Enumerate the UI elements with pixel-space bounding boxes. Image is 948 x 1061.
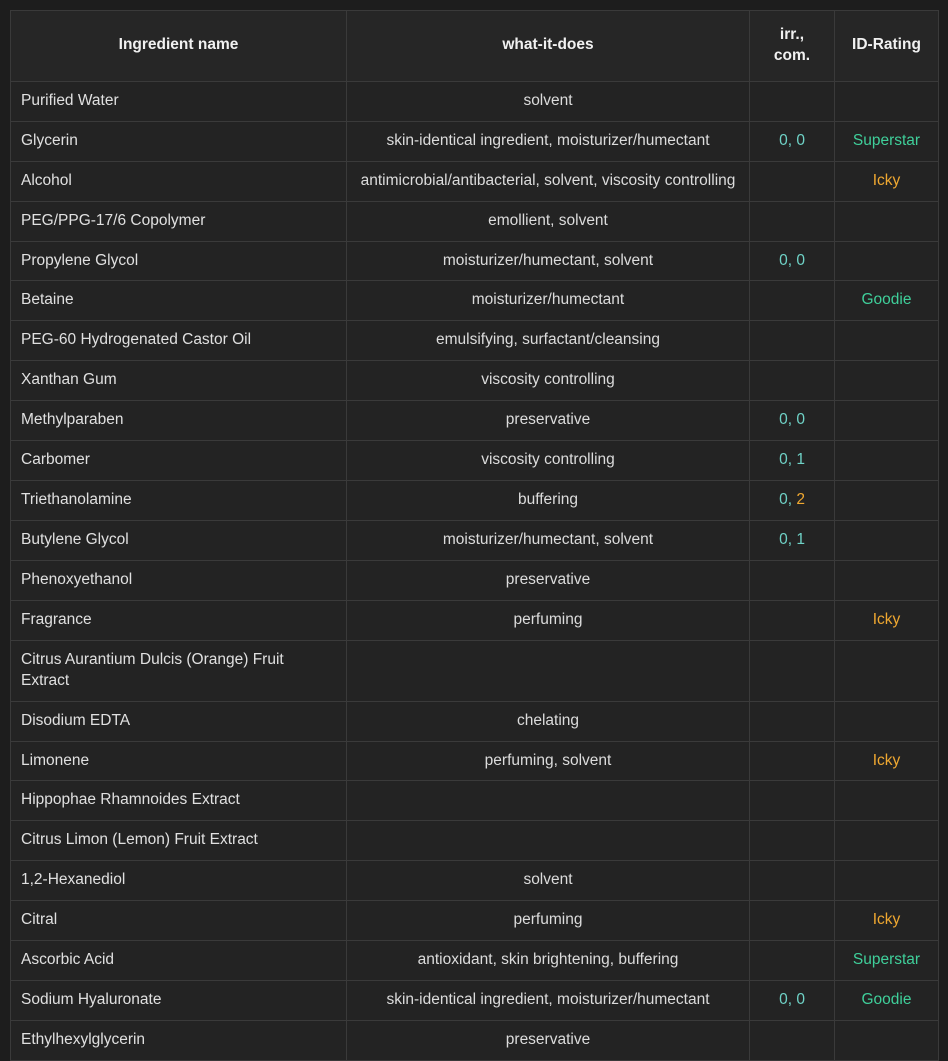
what-it-does-cell: emulsifying, surfactant/cleansing	[347, 321, 750, 361]
table-row	[11, 161, 939, 201]
ingredient-name-cell[interactable]: Glycerin	[11, 121, 347, 161]
irritancy-comedogenicity-cell	[750, 701, 835, 741]
irritancy-value: 0	[779, 131, 788, 149]
table-row	[11, 201, 939, 241]
what-it-does-cell: skin-identical ingredient, moisturizer/humectant	[347, 981, 750, 1021]
table-row	[11, 121, 939, 161]
irritancy-comedogenicity-cell: 0, 1	[750, 520, 835, 560]
ingredient-name-cell[interactable]: Alcohol	[11, 161, 347, 201]
id-rating-cell	[835, 600, 939, 640]
ingredient-name-cell[interactable]: Citrus Limon (Lemon) Fruit Extract	[11, 821, 347, 861]
what-it-does-cell: skin-identical ingredient, moisturizer/humectant	[347, 121, 750, 161]
id-rating-cell	[835, 161, 939, 201]
table-body	[11, 81, 939, 1060]
what-it-does-cell: viscosity controlling	[347, 441, 750, 481]
ingredient-name-cell[interactable]: Triethanolamine	[11, 481, 347, 521]
status-badge: Goodie	[861, 291, 912, 309]
id-rating-cell	[835, 640, 939, 701]
table-row	[11, 640, 939, 701]
ingredient-name-cell[interactable]: Citrus Aurantium Dulcis (Orange) Fruit Extract	[11, 640, 347, 701]
comedogenicity-value: 0	[796, 411, 805, 429]
table-row	[11, 901, 939, 941]
irritancy-comedogenicity-cell: 0, 2	[750, 481, 835, 521]
comedogenicity-value: 0	[796, 251, 805, 269]
ingredient-name-cell[interactable]: Purified Water	[11, 81, 347, 121]
what-it-does-cell: emollient, solvent	[347, 201, 750, 241]
irritancy-comedogenicity-cell: 0, 1	[750, 441, 835, 481]
irritancy-comedogenicity-cell	[750, 741, 835, 781]
irritancy-value: 0	[779, 491, 788, 509]
ingredient-name-cell[interactable]: PEG-60 Hydrogenated Castor Oil	[11, 321, 347, 361]
status-badge: Icky	[872, 610, 901, 628]
id-rating-cell	[835, 520, 939, 560]
id-rating-cell	[835, 321, 939, 361]
comedogenicity-value: 1	[796, 530, 805, 548]
table-row	[11, 401, 939, 441]
ingredient-name-cell[interactable]: Xanthan Gum	[11, 361, 347, 401]
id-rating-cell	[835, 241, 939, 281]
irritancy-comedogenicity-cell: 0, 0	[750, 401, 835, 441]
what-it-does-cell: perfuming	[347, 600, 750, 640]
id-rating-cell	[835, 901, 939, 941]
irritancy-comedogenicity-cell	[750, 1020, 835, 1060]
what-it-does-cell: moisturizer/humectant	[347, 281, 750, 321]
id-rating-cell	[835, 701, 939, 741]
irritancy-comedogenicity-cell	[750, 560, 835, 600]
irritancy-value: 0	[779, 530, 788, 548]
column-header-irritancy-comedogenicity[interactable]: irr., com.	[750, 11, 835, 82]
comedogenicity-value: 0	[796, 131, 805, 149]
table-row	[11, 241, 939, 281]
ingredient-name-cell[interactable]: Citral	[11, 901, 347, 941]
id-rating-cell	[835, 941, 939, 981]
id-rating-cell	[835, 1020, 939, 1060]
what-it-does-cell: chelating	[347, 701, 750, 741]
table-row	[11, 701, 939, 741]
id-rating-cell	[835, 981, 939, 1021]
table-row	[11, 321, 939, 361]
ingredient-name-cell[interactable]: Methylparaben	[11, 401, 347, 441]
id-rating-cell	[835, 741, 939, 781]
what-it-does-cell	[347, 640, 750, 701]
table-row	[11, 560, 939, 600]
table-row	[11, 821, 939, 861]
what-it-does-cell: perfuming, solvent	[347, 741, 750, 781]
what-it-does-cell: antimicrobial/antibacterial, solvent, viscosity controlling	[347, 161, 750, 201]
ingredient-name-cell[interactable]: Propylene Glycol	[11, 241, 347, 281]
irritancy-comedogenicity-cell	[750, 361, 835, 401]
irritancy-comedogenicity-cell: 0, 0	[750, 121, 835, 161]
table-row	[11, 81, 939, 121]
id-rating-cell	[835, 481, 939, 521]
irritancy-comedogenicity-cell	[750, 201, 835, 241]
column-header-what-it-does[interactable]: what-it-does	[347, 11, 750, 82]
what-it-does-cell: preservative	[347, 401, 750, 441]
table-row	[11, 281, 939, 321]
what-it-does-cell	[347, 781, 750, 821]
ingredient-name-cell[interactable]: Sodium Hyaluronate	[11, 981, 347, 1021]
ingredient-name-cell[interactable]: PEG/PPG-17/6 Copolymer	[11, 201, 347, 241]
irritancy-comedogenicity-cell	[750, 640, 835, 701]
id-rating-cell	[835, 121, 939, 161]
ingredient-name-cell[interactable]: 1,2-Hexanediol	[11, 861, 347, 901]
status-badge: Icky	[872, 171, 901, 189]
table-header-row	[11, 11, 939, 82]
status-badge: Superstar	[852, 951, 921, 969]
table-row	[11, 981, 939, 1021]
ingredient-name-cell[interactable]: Hippophae Rhamnoides Extract	[11, 781, 347, 821]
id-rating-cell	[835, 81, 939, 121]
table-header	[11, 11, 939, 82]
table-row	[11, 741, 939, 781]
ingredient-name-cell[interactable]: Fragrance	[11, 600, 347, 640]
status-badge: Icky	[872, 751, 901, 769]
ingredient-name-cell[interactable]: Disodium EDTA	[11, 701, 347, 741]
status-badge: Superstar	[852, 131, 921, 149]
irritancy-comedogenicity-cell	[750, 781, 835, 821]
status-badge: Icky	[872, 911, 901, 929]
id-rating-cell	[835, 821, 939, 861]
id-rating-cell	[835, 560, 939, 600]
what-it-does-cell: buffering	[347, 481, 750, 521]
irritancy-comedogenicity-cell	[750, 941, 835, 981]
ingredient-name-cell[interactable]: Limonene	[11, 741, 347, 781]
irritancy-comedogenicity-cell: 0, 0	[750, 241, 835, 281]
ingredient-name-cell[interactable]: Butylene Glycol	[11, 520, 347, 560]
what-it-does-cell: moisturizer/humectant, solvent	[347, 241, 750, 281]
what-it-does-cell: solvent	[347, 861, 750, 901]
ingredient-name-cell[interactable]: Ascorbic Acid	[11, 941, 347, 981]
irritancy-comedogenicity-cell	[750, 281, 835, 321]
irritancy-comedogenicity-cell	[750, 901, 835, 941]
id-rating-cell	[835, 401, 939, 441]
table-row	[11, 861, 939, 901]
table-row	[11, 941, 939, 981]
id-rating-cell	[835, 861, 939, 901]
ingredient-name-cell[interactable]: Phenoxyethanol	[11, 560, 347, 600]
column-header-ingredient-name[interactable]: Ingredient name	[11, 11, 347, 82]
table-row	[11, 441, 939, 481]
irritancy-comedogenicity-cell	[750, 821, 835, 861]
what-it-does-cell: solvent	[347, 81, 750, 121]
what-it-does-cell: viscosity controlling	[347, 361, 750, 401]
irritancy-comedogenicity-cell	[750, 861, 835, 901]
comedogenicity-value: 1	[796, 451, 805, 469]
irritancy-comedogenicity-cell	[750, 321, 835, 361]
irritancy-comedogenicity-cell	[750, 161, 835, 201]
ingredients-table	[10, 10, 939, 1061]
ingredient-name-cell[interactable]: Betaine	[11, 281, 347, 321]
table-row	[11, 1020, 939, 1060]
irritancy-comedogenicity-cell: 0, 0	[750, 981, 835, 1021]
irritancy-comedogenicity-cell	[750, 600, 835, 640]
table-row	[11, 481, 939, 521]
id-rating-cell	[835, 781, 939, 821]
comedogenicity-value: 2	[796, 491, 805, 509]
irritancy-value: 0	[779, 451, 788, 469]
what-it-does-cell: preservative	[347, 560, 750, 600]
status-badge: Goodie	[861, 991, 912, 1009]
id-rating-cell	[835, 441, 939, 481]
ingredient-name-cell[interactable]: Carbomer	[11, 441, 347, 481]
comedogenicity-value: 0	[796, 991, 805, 1009]
table-row	[11, 520, 939, 560]
id-rating-cell	[835, 361, 939, 401]
table-row	[11, 361, 939, 401]
id-rating-cell	[835, 281, 939, 321]
table-row	[11, 781, 939, 821]
what-it-does-cell: preservative	[347, 1020, 750, 1060]
column-header-id-rating[interactable]: ID-Rating	[835, 11, 939, 82]
id-rating-cell	[835, 201, 939, 241]
what-it-does-cell: perfuming	[347, 901, 750, 941]
table-row	[11, 600, 939, 640]
what-it-does-cell: moisturizer/humectant, solvent	[347, 520, 750, 560]
irritancy-comedogenicity-cell	[750, 81, 835, 121]
ingredient-name-cell[interactable]: Ethylhexylglycerin	[11, 1020, 347, 1060]
irritancy-value: 0	[779, 251, 788, 269]
irritancy-value: 0	[779, 411, 788, 429]
what-it-does-cell: antioxidant, skin brightening, buffering	[347, 941, 750, 981]
what-it-does-cell	[347, 821, 750, 861]
irritancy-value: 0	[779, 991, 788, 1009]
